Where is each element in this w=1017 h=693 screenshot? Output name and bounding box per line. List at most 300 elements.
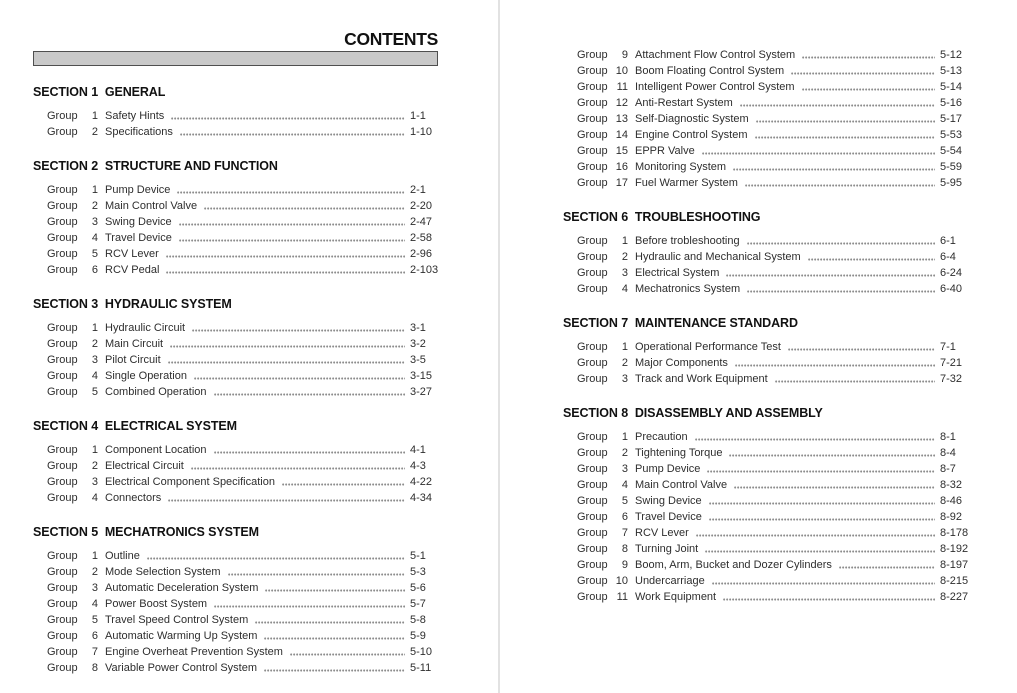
entry-number: 11 (616, 81, 628, 93)
dotted-leader-icon (177, 191, 405, 194)
dotted-leader-icon (171, 117, 405, 120)
toc-entry-row[interactable] (33, 458, 438, 474)
entry-page-number: 5-54 (940, 145, 963, 157)
entry-title: EPPR Valve (635, 145, 695, 157)
entry-page-number: 6-24 (940, 267, 963, 279)
entry-number: 11 (616, 591, 628, 603)
dotted-leader-icon (745, 184, 935, 187)
entry-page-number: 6-40 (940, 283, 963, 295)
entry-label: Group (47, 322, 78, 334)
entry-title: Travel Device (635, 511, 702, 523)
entry-page-number: 1-1 (410, 110, 426, 122)
entry-title: Power Boost System (105, 598, 208, 610)
entry-label: Group (47, 126, 78, 138)
left-sections (33, 85, 438, 676)
entry-number: 3 (91, 354, 98, 366)
entry-title: Self-Diagnostic System (635, 113, 749, 125)
toc-entry-row[interactable] (563, 79, 968, 95)
entry-title: Pump Device (635, 463, 701, 475)
entry-page-number: 7-21 (940, 357, 963, 369)
entry-page-number: 8-1 (940, 431, 956, 443)
entry-label: Group (47, 630, 78, 642)
dotted-leader-icon (709, 502, 935, 505)
dotted-leader-icon (808, 258, 935, 261)
dotted-leader-icon (192, 329, 405, 332)
entry-label: Group (47, 598, 78, 610)
entry-number: 3 (621, 267, 628, 279)
entry-number: 2 (621, 251, 628, 263)
toc-entry-row[interactable] (563, 249, 968, 265)
entry-title: RCV Lever (635, 527, 689, 539)
toc-entry-row[interactable] (33, 368, 438, 384)
toc-entry-row[interactable] (33, 230, 438, 246)
toc-entry-row[interactable] (563, 493, 968, 509)
entry-page-number: 4-3 (410, 460, 426, 472)
entry-number: 8 (621, 543, 628, 555)
section-entries (33, 320, 438, 400)
toc-entry-row[interactable] (563, 233, 968, 249)
dotted-leader-icon (740, 104, 935, 107)
dotted-leader-icon (179, 239, 405, 242)
entry-page-number: 6-4 (940, 251, 956, 263)
toc-entry-row[interactable] (563, 541, 968, 557)
entry-page-number: 4-34 (410, 492, 433, 504)
dotted-leader-icon (735, 364, 935, 367)
dotted-leader-icon (194, 377, 405, 380)
entry-number: 4 (621, 479, 628, 491)
entry-page-number: 2-103 (410, 264, 439, 276)
entry-number: 1 (91, 184, 98, 196)
entry-label: Group (47, 614, 78, 626)
entry-number: 9 (621, 49, 628, 61)
toc-entry-row[interactable] (33, 490, 438, 506)
entry-number: 3 (91, 582, 98, 594)
section-heading: SECTION 6 TROUBLESHOOTING (563, 210, 761, 224)
entry-number: 10 (615, 65, 628, 77)
entry-page-number: 5-10 (410, 646, 433, 658)
entry-number: 2 (91, 200, 98, 212)
entry-number: 14 (615, 129, 628, 141)
toc-entry-row[interactable] (33, 644, 438, 660)
entry-title: Single Operation (105, 370, 187, 382)
section-heading: SECTION 1 GENERAL (33, 85, 166, 99)
section-entries (563, 233, 968, 297)
dotted-leader-icon (705, 550, 935, 553)
entry-number: 3 (621, 373, 628, 385)
dotted-leader-icon (726, 274, 935, 277)
dotted-leader-icon (214, 393, 405, 396)
entry-title: Mode Selection System (105, 566, 221, 578)
toc-entry-row[interactable] (33, 108, 438, 124)
entry-title: Main Circuit (105, 338, 164, 350)
entry-title: Pilot Circuit (105, 354, 161, 366)
entry-number: 5 (91, 248, 98, 260)
toc-entry-row[interactable] (33, 384, 438, 400)
entry-label: Group (577, 177, 608, 189)
entry-number: 2 (91, 338, 98, 350)
entry-number: 6 (91, 630, 98, 642)
entry-title: Pump Device (105, 184, 171, 196)
entry-page-number: 2-96 (410, 248, 433, 260)
entry-page-number: 8-32 (940, 479, 963, 491)
dotted-leader-icon (180, 133, 405, 136)
page-title: CONTENTS (344, 29, 438, 49)
entry-label: Group (577, 511, 608, 523)
entry-page-number: 4-22 (410, 476, 433, 488)
right-column (563, 47, 968, 605)
entry-number: 2 (621, 447, 628, 459)
entry-number: 16 (615, 161, 628, 173)
entry-number: 5 (621, 495, 628, 507)
entry-label: Group (577, 463, 608, 475)
entry-page-number: 8-46 (940, 495, 963, 507)
entry-number: 4 (91, 232, 98, 244)
entry-number: 4 (621, 283, 628, 295)
entry-title: Before trobleshooting (635, 235, 740, 247)
toc-entry-row[interactable] (563, 589, 968, 605)
entry-label: Group (577, 575, 608, 587)
toc-entry-row[interactable] (563, 265, 968, 281)
entry-title: Swing Device (635, 495, 702, 507)
entry-number: 3 (91, 476, 98, 488)
toc-section (563, 406, 968, 605)
entry-number: 1 (91, 110, 98, 122)
entry-label: Group (577, 479, 608, 491)
title-underline-bar (33, 51, 438, 66)
entry-number: 15 (615, 145, 628, 157)
entry-page-number: 8-215 (940, 575, 969, 587)
toc-section (563, 47, 968, 191)
toc-entry-row[interactable] (33, 124, 438, 140)
entry-label: Group (577, 447, 608, 459)
entry-title: Hydraulic and Mechanical System (635, 251, 801, 263)
entry-label: Group (577, 235, 608, 247)
entry-title: Monitoring System (635, 161, 727, 173)
entry-label: Group (47, 550, 78, 562)
dotted-leader-icon (179, 223, 405, 226)
entry-page-number: 7-32 (940, 373, 963, 385)
toc-entry-row[interactable] (33, 214, 438, 230)
entry-label: Group (47, 386, 78, 398)
entry-number: 4 (91, 598, 98, 610)
entry-label: Group (577, 357, 608, 369)
toc-entry-row[interactable] (563, 47, 968, 63)
entry-title: Automatic Warming Up System (105, 630, 258, 642)
entry-page-number: 8-178 (940, 527, 969, 539)
entry-title: Main Control Valve (635, 479, 728, 491)
toc-entry-row[interactable] (563, 281, 968, 297)
dotted-leader-icon (747, 242, 935, 245)
entry-page-number: 3-1 (410, 322, 426, 334)
entry-title: Main Control Valve (105, 200, 198, 212)
dotted-leader-icon (255, 621, 405, 624)
entry-title: Turning Joint (635, 543, 699, 555)
entry-label: Group (47, 248, 78, 260)
right-sections (563, 47, 968, 605)
toc-entry-row[interactable] (33, 660, 438, 676)
entry-label: Group (577, 145, 608, 157)
toc-entry-row[interactable] (563, 573, 968, 589)
entry-label: Group (577, 81, 608, 93)
entry-label: Group (47, 476, 78, 488)
section-entries (563, 47, 968, 191)
toc-entry-row[interactable] (563, 355, 968, 371)
section-entries (33, 108, 438, 140)
entry-title: Precaution (635, 431, 688, 443)
entry-label: Group (577, 267, 608, 279)
entry-label: Group (47, 216, 78, 228)
entry-number: 4 (91, 370, 98, 382)
toc-entry-row[interactable] (563, 143, 968, 159)
section-entries (33, 182, 438, 278)
entry-title: Anti-Restart System (635, 97, 733, 109)
toc-section (563, 210, 968, 297)
dotted-leader-icon (729, 454, 935, 457)
entry-page-number: 4-1 (410, 444, 426, 456)
entry-title: Attachment Flow Control System (635, 49, 796, 61)
toc-entry-row[interactable] (33, 352, 438, 368)
section-heading: SECTION 5 MECHATRONICS SYSTEM (33, 525, 259, 539)
toc-entry-row[interactable] (33, 262, 438, 278)
entry-label: Group (577, 373, 608, 385)
dotted-leader-icon (788, 348, 935, 351)
entry-label: Group (47, 444, 78, 456)
toc-entry-row[interactable] (563, 477, 968, 493)
entry-title: Track and Work Equipment (635, 373, 768, 385)
entry-number: 1 (91, 444, 98, 456)
entry-title: RCV Lever (105, 248, 159, 260)
toc-entry-row[interactable] (563, 445, 968, 461)
entry-title: Connectors (105, 492, 162, 504)
entry-number: 2 (91, 566, 98, 578)
entry-title: Variable Power Control System (105, 662, 258, 674)
entry-title: Swing Device (105, 216, 172, 228)
toc-section (563, 316, 968, 387)
entry-number: 5 (91, 614, 98, 626)
toc-section (33, 419, 438, 506)
dotted-leader-icon (747, 290, 935, 293)
toc-entry-row[interactable] (33, 246, 438, 262)
entry-number: 2 (91, 460, 98, 472)
dotted-leader-icon (265, 589, 405, 592)
toc-entry-row[interactable] (563, 63, 968, 79)
dotted-leader-icon (709, 518, 935, 521)
entry-label: Group (577, 161, 608, 173)
dotted-leader-icon (282, 483, 405, 486)
toc-entry-row[interactable] (563, 175, 968, 191)
entry-page-number: 8-227 (940, 591, 969, 603)
dotted-leader-icon (791, 72, 935, 75)
entry-title: Hydraulic Circuit (105, 322, 186, 334)
toc-entry-row[interactable] (563, 525, 968, 541)
entry-title: RCV Pedal (105, 264, 160, 276)
entry-label: Group (47, 184, 78, 196)
toc-entry-row[interactable] (563, 509, 968, 525)
entry-number: 1 (621, 341, 628, 353)
toc-entry-row[interactable] (33, 580, 438, 596)
dotted-leader-icon (166, 255, 405, 258)
entry-title: Specifications (105, 126, 173, 138)
toc-entry-row[interactable] (563, 371, 968, 387)
entry-title: Undercarriage (635, 575, 705, 587)
dotted-leader-icon (756, 120, 935, 123)
entry-label: Group (47, 338, 78, 350)
entry-label: Group (577, 559, 608, 571)
entry-title: Component Location (105, 444, 207, 456)
entry-page-number: 5-95 (940, 177, 963, 189)
entry-page-number: 8-4 (940, 447, 956, 459)
section-heading: SECTION 4 ELECTRICAL SYSTEM (33, 419, 237, 433)
entry-label: Group (47, 492, 78, 504)
dotted-leader-icon (214, 451, 405, 454)
entry-page-number: 3-27 (410, 386, 433, 398)
dotted-leader-icon (168, 499, 405, 502)
dotted-leader-icon (839, 566, 935, 569)
toc-entry-row[interactable] (563, 159, 968, 175)
toc-entry-row[interactable] (33, 596, 438, 612)
section-entries (33, 442, 438, 506)
entry-label: Group (577, 527, 608, 539)
toc-entry-row[interactable] (33, 182, 438, 198)
entry-label: Group (577, 543, 608, 555)
toc-entry-row[interactable] (33, 564, 438, 580)
entry-label: Group (577, 251, 608, 263)
entry-title: Engine Overheat Prevention System (105, 646, 283, 658)
toc-section (33, 159, 438, 278)
entry-page-number: 5-8 (410, 614, 426, 626)
dotted-leader-icon (734, 486, 935, 489)
entry-title: Electrical Component Specification (105, 476, 275, 488)
section-heading: SECTION 7 MAINTENANCE STANDARD (563, 316, 798, 330)
entry-title: Electrical Circuit (105, 460, 184, 472)
entry-page-number: 2-20 (410, 200, 433, 212)
entry-label: Group (47, 566, 78, 578)
entry-page-number: 5-11 (410, 662, 432, 674)
entry-number: 2 (91, 126, 98, 138)
section-heading: SECTION 3 HYDRAULIC SYSTEM (33, 297, 232, 311)
entry-number: 5 (91, 386, 98, 398)
entry-label: Group (577, 49, 608, 61)
entry-page-number: 6-1 (940, 235, 956, 247)
entry-page-number: 5-13 (940, 65, 963, 77)
entry-number: 2 (621, 357, 628, 369)
toc-entry-row[interactable] (33, 198, 438, 214)
dotted-leader-icon (264, 669, 405, 672)
dotted-leader-icon (228, 573, 405, 576)
page-divider (498, 0, 500, 693)
toc-entry-row[interactable] (563, 429, 968, 445)
entry-number: 3 (91, 216, 98, 228)
toc-section (33, 85, 438, 140)
entry-title: Travel Speed Control System (105, 614, 249, 626)
entry-number: 17 (615, 177, 628, 189)
entry-title: Engine Control System (635, 129, 748, 141)
section-heading: SECTION 2 STRUCTURE AND FUNCTION (33, 159, 278, 173)
section-entries (33, 548, 438, 676)
dotted-leader-icon (723, 598, 935, 601)
entry-number: 6 (91, 264, 98, 276)
entry-page-number: 2-58 (410, 232, 433, 244)
entry-title: Electrical System (635, 267, 720, 279)
toc-entry-row[interactable] (563, 127, 968, 143)
entry-title: Boom Floating Control System (635, 65, 785, 77)
entry-page-number: 7-1 (940, 341, 956, 353)
entry-number: 7 (621, 527, 628, 539)
entry-title: Major Components (635, 357, 728, 369)
entry-number: 13 (615, 113, 628, 125)
entry-title: Mechatronics System (635, 283, 741, 295)
toc-entry-row[interactable] (563, 339, 968, 355)
dotted-leader-icon (755, 136, 936, 139)
dotted-leader-icon (775, 380, 935, 383)
toc-entry-row[interactable] (33, 628, 438, 644)
dotted-leader-icon (168, 361, 405, 364)
toc-entry-row[interactable] (33, 442, 438, 458)
toc-section (33, 525, 438, 676)
entry-page-number: 5-16 (940, 97, 963, 109)
entry-number: 1 (621, 431, 628, 443)
entry-number: 12 (615, 97, 628, 109)
dotted-leader-icon (170, 345, 405, 348)
entry-label: Group (47, 110, 78, 122)
entry-number: 4 (91, 492, 98, 504)
entry-number: 7 (91, 646, 98, 658)
toc-entry-row[interactable] (33, 336, 438, 352)
toc-entry-row[interactable] (563, 557, 968, 573)
entry-page-number: 8-197 (940, 559, 969, 571)
entry-label: Group (577, 283, 608, 295)
entry-number: 6 (621, 511, 628, 523)
toc-entry-row[interactable] (563, 461, 968, 477)
entry-page-number: 3-2 (410, 338, 426, 350)
entry-page-number: 5-14 (940, 81, 963, 93)
entry-label: Group (577, 65, 608, 77)
dotted-leader-icon (191, 467, 405, 470)
toc-entry-row[interactable] (33, 612, 438, 628)
entry-label: Group (47, 264, 78, 276)
entry-title: Intelligent Power Control System (635, 81, 795, 93)
entry-page-number: 1-10 (410, 126, 433, 138)
entry-page-number: 3-5 (410, 354, 426, 366)
toc-entry-row[interactable] (563, 111, 968, 127)
entry-label: Group (47, 370, 78, 382)
entry-label: Group (577, 431, 608, 443)
section-entries (563, 339, 968, 387)
entry-number: 8 (91, 662, 98, 674)
dotted-leader-icon (696, 534, 935, 537)
entry-page-number: 5-1 (410, 550, 426, 562)
entry-page-number: 5-17 (940, 113, 963, 125)
toc-entry-row[interactable] (33, 320, 438, 336)
entry-label: Group (577, 495, 608, 507)
dotted-leader-icon (264, 637, 405, 640)
toc-entry-row[interactable] (33, 474, 438, 490)
toc-entry-row[interactable] (563, 95, 968, 111)
entry-number: 10 (615, 575, 628, 587)
entry-title: Outline (105, 550, 140, 562)
entry-label: Group (47, 662, 78, 674)
entry-title: Automatic Deceleration System (105, 582, 259, 594)
entry-label: Group (47, 646, 78, 658)
left-column (33, 30, 438, 676)
entry-label: Group (577, 129, 608, 141)
toc-entry-row[interactable] (33, 548, 438, 564)
section-heading: SECTION 8 DISASSEMBLY AND ASSEMBLY (563, 406, 823, 420)
entry-page-number: 5-7 (410, 598, 426, 610)
dotted-leader-icon (733, 168, 935, 171)
entry-page-number: 2-1 (410, 184, 426, 196)
entry-page-number: 5-12 (940, 49, 963, 61)
